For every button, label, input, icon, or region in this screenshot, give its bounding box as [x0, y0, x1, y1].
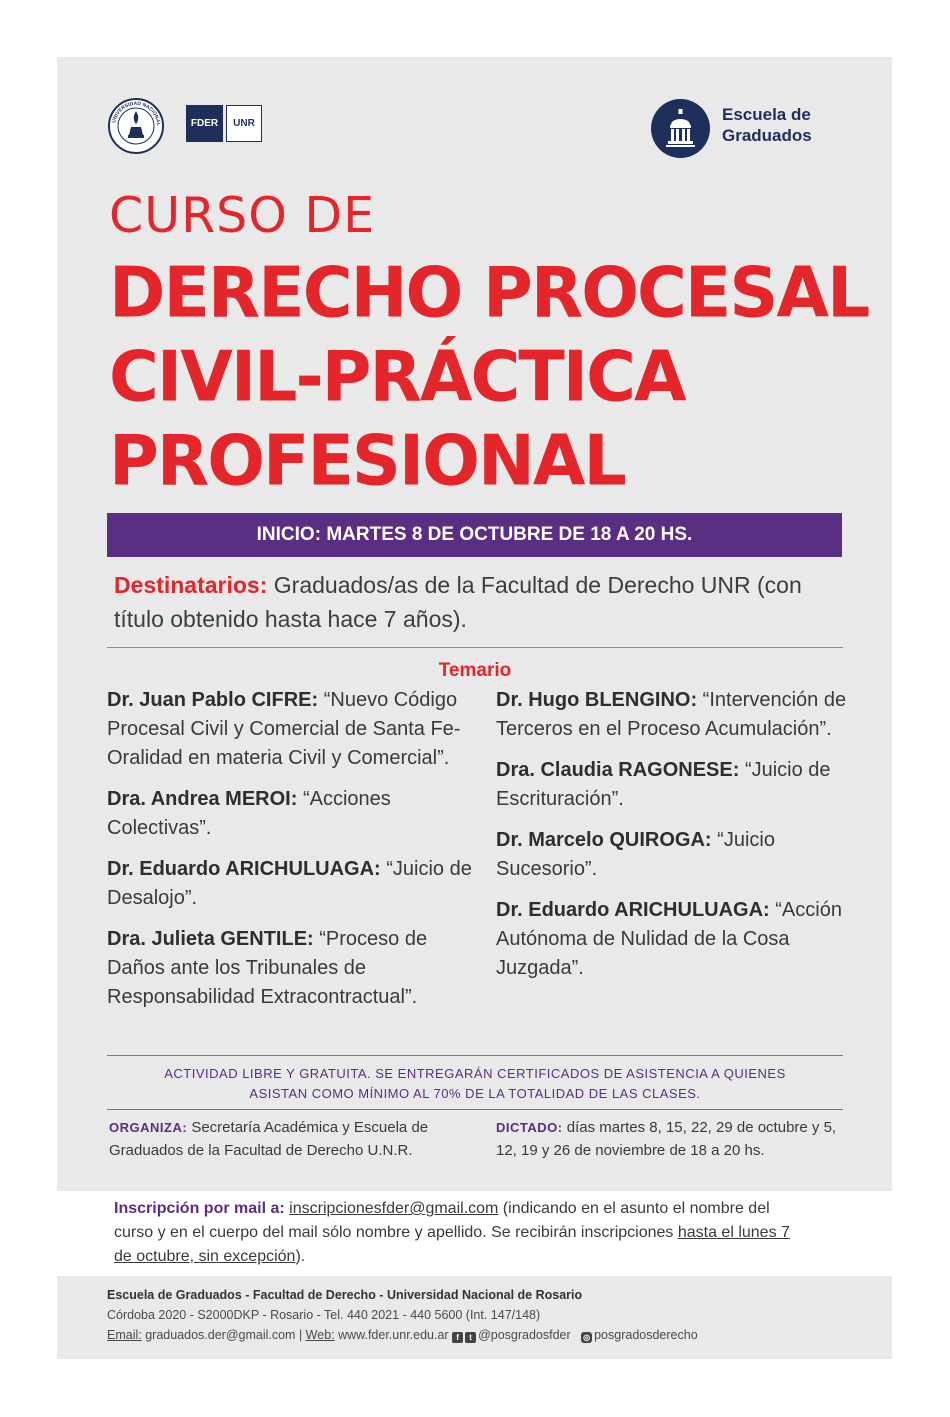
dictado-text: días martes 8, 15, 22, 29 de octubre y 5, 12, 19 y 26 de noviembre de 18 a 20 hs. [496, 1119, 837, 1159]
fder-unr-logo [186, 105, 264, 142]
building-dome-icon [651, 99, 710, 158]
topic: “Juicio de Desalojo”. [107, 858, 472, 909]
escuela-graduados-logo-text [722, 104, 862, 146]
organiza [109, 1116, 439, 1162]
temario-item [496, 756, 866, 814]
course-title-line3: PROFESIONAL [109, 421, 625, 502]
footer-institution: Escuela de Graduados - Facultad de Derecho - Universidad Nacional de Rosario [107, 1288, 583, 1302]
speaker-name: Dra. Julieta GENTILE: [107, 928, 314, 950]
inscripcion-text: (indicando en el asunto el nombre del curso y en el cuerpo del mail sólo nombre y apellido. Se recibirán inscripciones [114, 1200, 770, 1241]
footer-contact [107, 1325, 867, 1345]
actividad-line2: ASISTAN COMO MÍNIMO AL 70% DE LA TOTALIDAD DE LAS CLASES. [249, 1086, 701, 1101]
speaker-name: Dr. Marcelo QUIROGA: [496, 829, 712, 851]
course-kicker: CURSO DE [109, 187, 376, 244]
speaker-name: Dra. Andrea MEROI: [107, 788, 298, 810]
topic: “Juicio Sucesorio”. [496, 829, 775, 880]
temario-left-column [107, 686, 477, 1024]
topic: “Acción Autónoma de Nulidad de la Cosa Juzgada”. [496, 899, 842, 979]
speaker-name: Dr. Juan Pablo CIFRE: [107, 689, 319, 711]
fder-label: FDER [186, 105, 223, 142]
escuela-line1: Escuela de [722, 105, 811, 124]
topic: “Proceso de Daños ante los Tribunales de Responsabilidad Extracontractual”. [107, 928, 428, 1008]
organiza-label: ORGANIZA: [109, 1120, 188, 1135]
topic: “Nuevo Código Procesal Civil y Comercial de Santa Fe-Oralidad en materia Civil y Comercial”. [107, 689, 461, 769]
divider [107, 647, 843, 648]
organiza-text: Secretaría Académica y Escuela de Graduados de la Facultad de Derecho U.N.R. [109, 1119, 429, 1159]
footer-email[interactable]: graduados.der@gmail.com | [141, 1328, 306, 1342]
temario-heading: Temario [438, 660, 512, 681]
actividad-notice [107, 1064, 843, 1104]
seal-text: UNIVERSIDAD NACIONAL [111, 100, 162, 127]
destinatarios [114, 568, 854, 636]
temario-item [107, 925, 477, 1012]
inscripcion [114, 1197, 804, 1269]
facebook-icon[interactable]: f [452, 1332, 463, 1343]
start-date-banner: INICIO: MARTES 8 DE OCTUBRE DE 18 A 20 HS. [107, 513, 842, 557]
course-title-line2: CIVIL-PRÁCTICA [109, 337, 685, 418]
web-label: Web: [305, 1328, 335, 1342]
email-label: Email: [107, 1328, 142, 1342]
social-handle-instagram[interactable]: posgradosderecho [594, 1328, 698, 1342]
footer-web[interactable]: www.fder.unr.edu.ar [334, 1328, 453, 1342]
destinatarios-text: Graduados/as de la Facultad de Derecho UNR (con título obtenido hasta hace 7 años). [114, 572, 802, 632]
inscripcion-text-end: ). [295, 1248, 306, 1265]
footer-address: Córdoba 2020 - S2000DKP - Rosario - Tel. 440 2021 - 440 5600 (Int. 147/148) [107, 1308, 541, 1322]
topic: “Intervención de Terceros en el Proceso Acumulación”. [496, 689, 847, 740]
temario-item [496, 826, 866, 884]
unr-label: UNR [226, 105, 262, 142]
divider [107, 1109, 843, 1110]
instagram-icon[interactable]: ◎ [581, 1332, 592, 1343]
university-seal-logo [107, 97, 165, 155]
inscripcion-label: Inscripción por mail a: [114, 1200, 285, 1217]
speaker-name: Dr. Eduardo ARICHULUAGA: [496, 899, 770, 921]
social-handle-fder[interactable]: @posgradosfder [478, 1328, 571, 1342]
temario-right-column [496, 686, 866, 995]
divider [107, 1055, 843, 1056]
speaker-name: Dr. Eduardo ARICHULUAGA: [107, 858, 381, 880]
actividad-line1: ACTIVIDAD LIBRE Y GRATUITA. SE ENTREGARÁN CERTIFICADOS DE ASISTENCIA A QUIENES [164, 1066, 786, 1081]
destinatarios-label: Destinatarios: [114, 572, 268, 598]
dictado [496, 1116, 846, 1162]
temario-item [496, 686, 866, 744]
escuela-line2: Graduados [722, 126, 812, 145]
temario-item [107, 855, 477, 913]
speaker-name: Dr. Hugo BLENGINO: [496, 689, 698, 711]
inscripcion-deadline: hasta el lunes 7 de octubre, sin excepción [114, 1224, 790, 1265]
temario-item [496, 896, 866, 983]
twitter-icon[interactable]: t [465, 1332, 476, 1343]
inscripcion-email-link[interactable]: inscripcionesfder@gmail.com [289, 1200, 499, 1217]
temario-item [107, 785, 477, 843]
speaker-name: Dra. Claudia RAGONESE: [496, 759, 740, 781]
dictado-label: DICTADO: [496, 1120, 563, 1135]
topic: “Juicio de Escrituración”. [496, 759, 831, 810]
footer [107, 1285, 867, 1345]
temario-item [107, 686, 477, 773]
course-title-line1: DERECHO PROCESAL [109, 253, 869, 334]
topic: “Acciones Colectivas”. [107, 788, 391, 839]
